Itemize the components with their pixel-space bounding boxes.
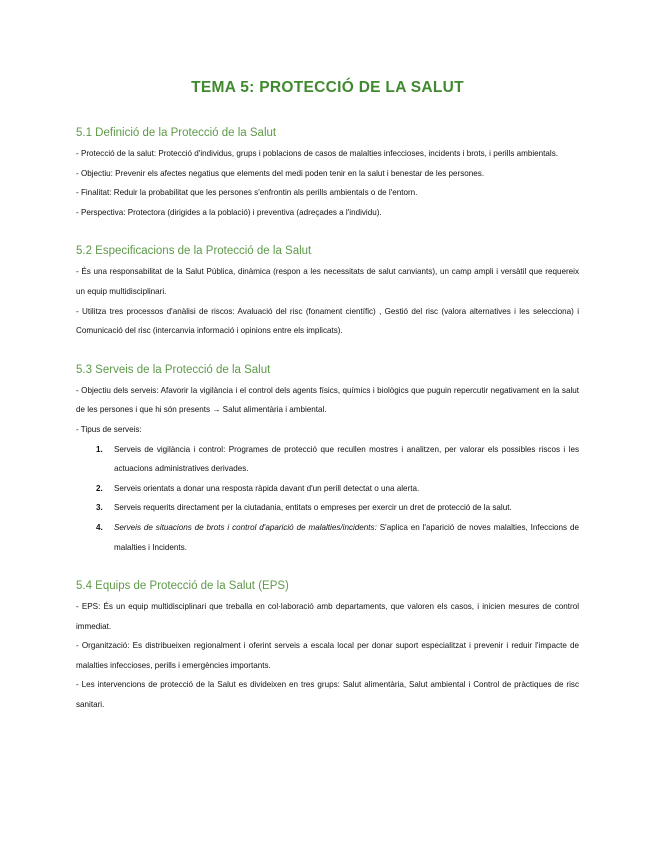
section-heading: 5.4 Equips de Protecció de la Salut (EPS) — [76, 580, 289, 593]
paragraph: - Les intervencions de protecció de la Salut es divideixen en tres grups: Salut alimentària, Salut ambiental i Control de pràctiques de risc sanitari. — [76, 680, 579, 710]
section-heading: 5.1 Definició de la Protecció de la Salut — [76, 127, 277, 139]
paragraph: - Utilitza tres processos d'anàlisi de riscos: Avaluació del risc (fonament científic) , Gestió del risc (valora alternatives i les selecciona) i Comunicació del risc (intercanvia informació i opinions entre els implicats). — [76, 306, 579, 336]
paragraph: - Tipus de serveis: — [76, 424, 142, 434]
section-5-4 — [76, 579, 579, 715]
list-item — [96, 479, 579, 499]
paragraph: - És una responsabilitat de la Salut Pública, dinàmica (respon a les necessitats de salut canviants), un camp ampli i versàtil que requereix un equip multidisciplinari. — [76, 267, 579, 296]
list-item — [96, 498, 579, 518]
paragraph: - Objectiu: Prevenir els afectes negatius que elements del medi poden tenir en la salut i benestar de les persones. — [76, 168, 485, 178]
list-number: 2. — [96, 483, 103, 493]
services-list — [76, 440, 579, 558]
list-item — [96, 440, 579, 479]
paragraph: - Objectiu dels serveis: Afavorir la vigilància i el control dels agents físics, químics i biològics que puguin repercutir negativament en la salut de les persones i que hi són presents → Salut alimentària i ambiental. — [76, 385, 579, 415]
list-item-text: Serveis requerits directament per la ciutadania, entitats o empreses per exercir un dret de protecció de la salut. — [114, 503, 512, 513]
paragraph: - EPS: És un equip multidisciplinari que treballa en col·laboració amb departaments, que valoren els casos, i inicien mesures de control immediat. — [76, 602, 579, 631]
list-item-text: Serveis orientats a donar una resposta ràpida davant d'un perill detectat o una alerta. — [114, 483, 420, 493]
paragraph: - Perspectiva: Protectora (dirigides a la població) i preventiva (adreçades a l'individu). — [76, 207, 382, 217]
list-item-italic-text: Serveis de situacions de brots i control d'aparició de malalties/incidents: — [114, 522, 377, 532]
list-item — [96, 518, 579, 557]
section-5-2 — [76, 244, 579, 340]
paragraph: - Finalitat: Reduir la probabilitat que les persones s'enfrontin als perills ambientals o de l'entorn. — [76, 188, 418, 198]
section-heading: 5.2 Especificacions de la Protecció de la Salut — [76, 245, 312, 258]
document-title: TEMA 5: PROTECCIÓ DE LA SALUT — [191, 79, 464, 96]
paragraph: - Organització: Es distribueixen regionalment i oferint serveis a escala local per donar suport especialitzat i prevenir i reduir l'impacte de malalties infeccioses, perills i emergències importants. — [76, 641, 579, 670]
list-item-text: Serveis de vigilància i control: Programes de protecció que recullen mostres i analitzen, per valorar els possibles riscos i les actuacions administratives derivades. — [114, 444, 579, 474]
section-5-3 — [76, 363, 579, 557]
paragraph: - Protecció de la salut: Protecció d'individus, grups i poblacions de casos de malalties infeccioses, incidents i brots, i perills ambientals. — [76, 149, 559, 158]
section-heading: 5.3 Serveis de la Protecció de la Salut — [76, 363, 271, 376]
list-number: 1. — [96, 444, 103, 454]
list-number: 3. — [96, 503, 103, 513]
section-5-1 — [76, 126, 579, 222]
list-number: 4. — [96, 522, 103, 532]
list-item-text: S'aplica en l'aparició de noves malalties, Infeccions de malalties i Incidents. — [114, 522, 579, 552]
